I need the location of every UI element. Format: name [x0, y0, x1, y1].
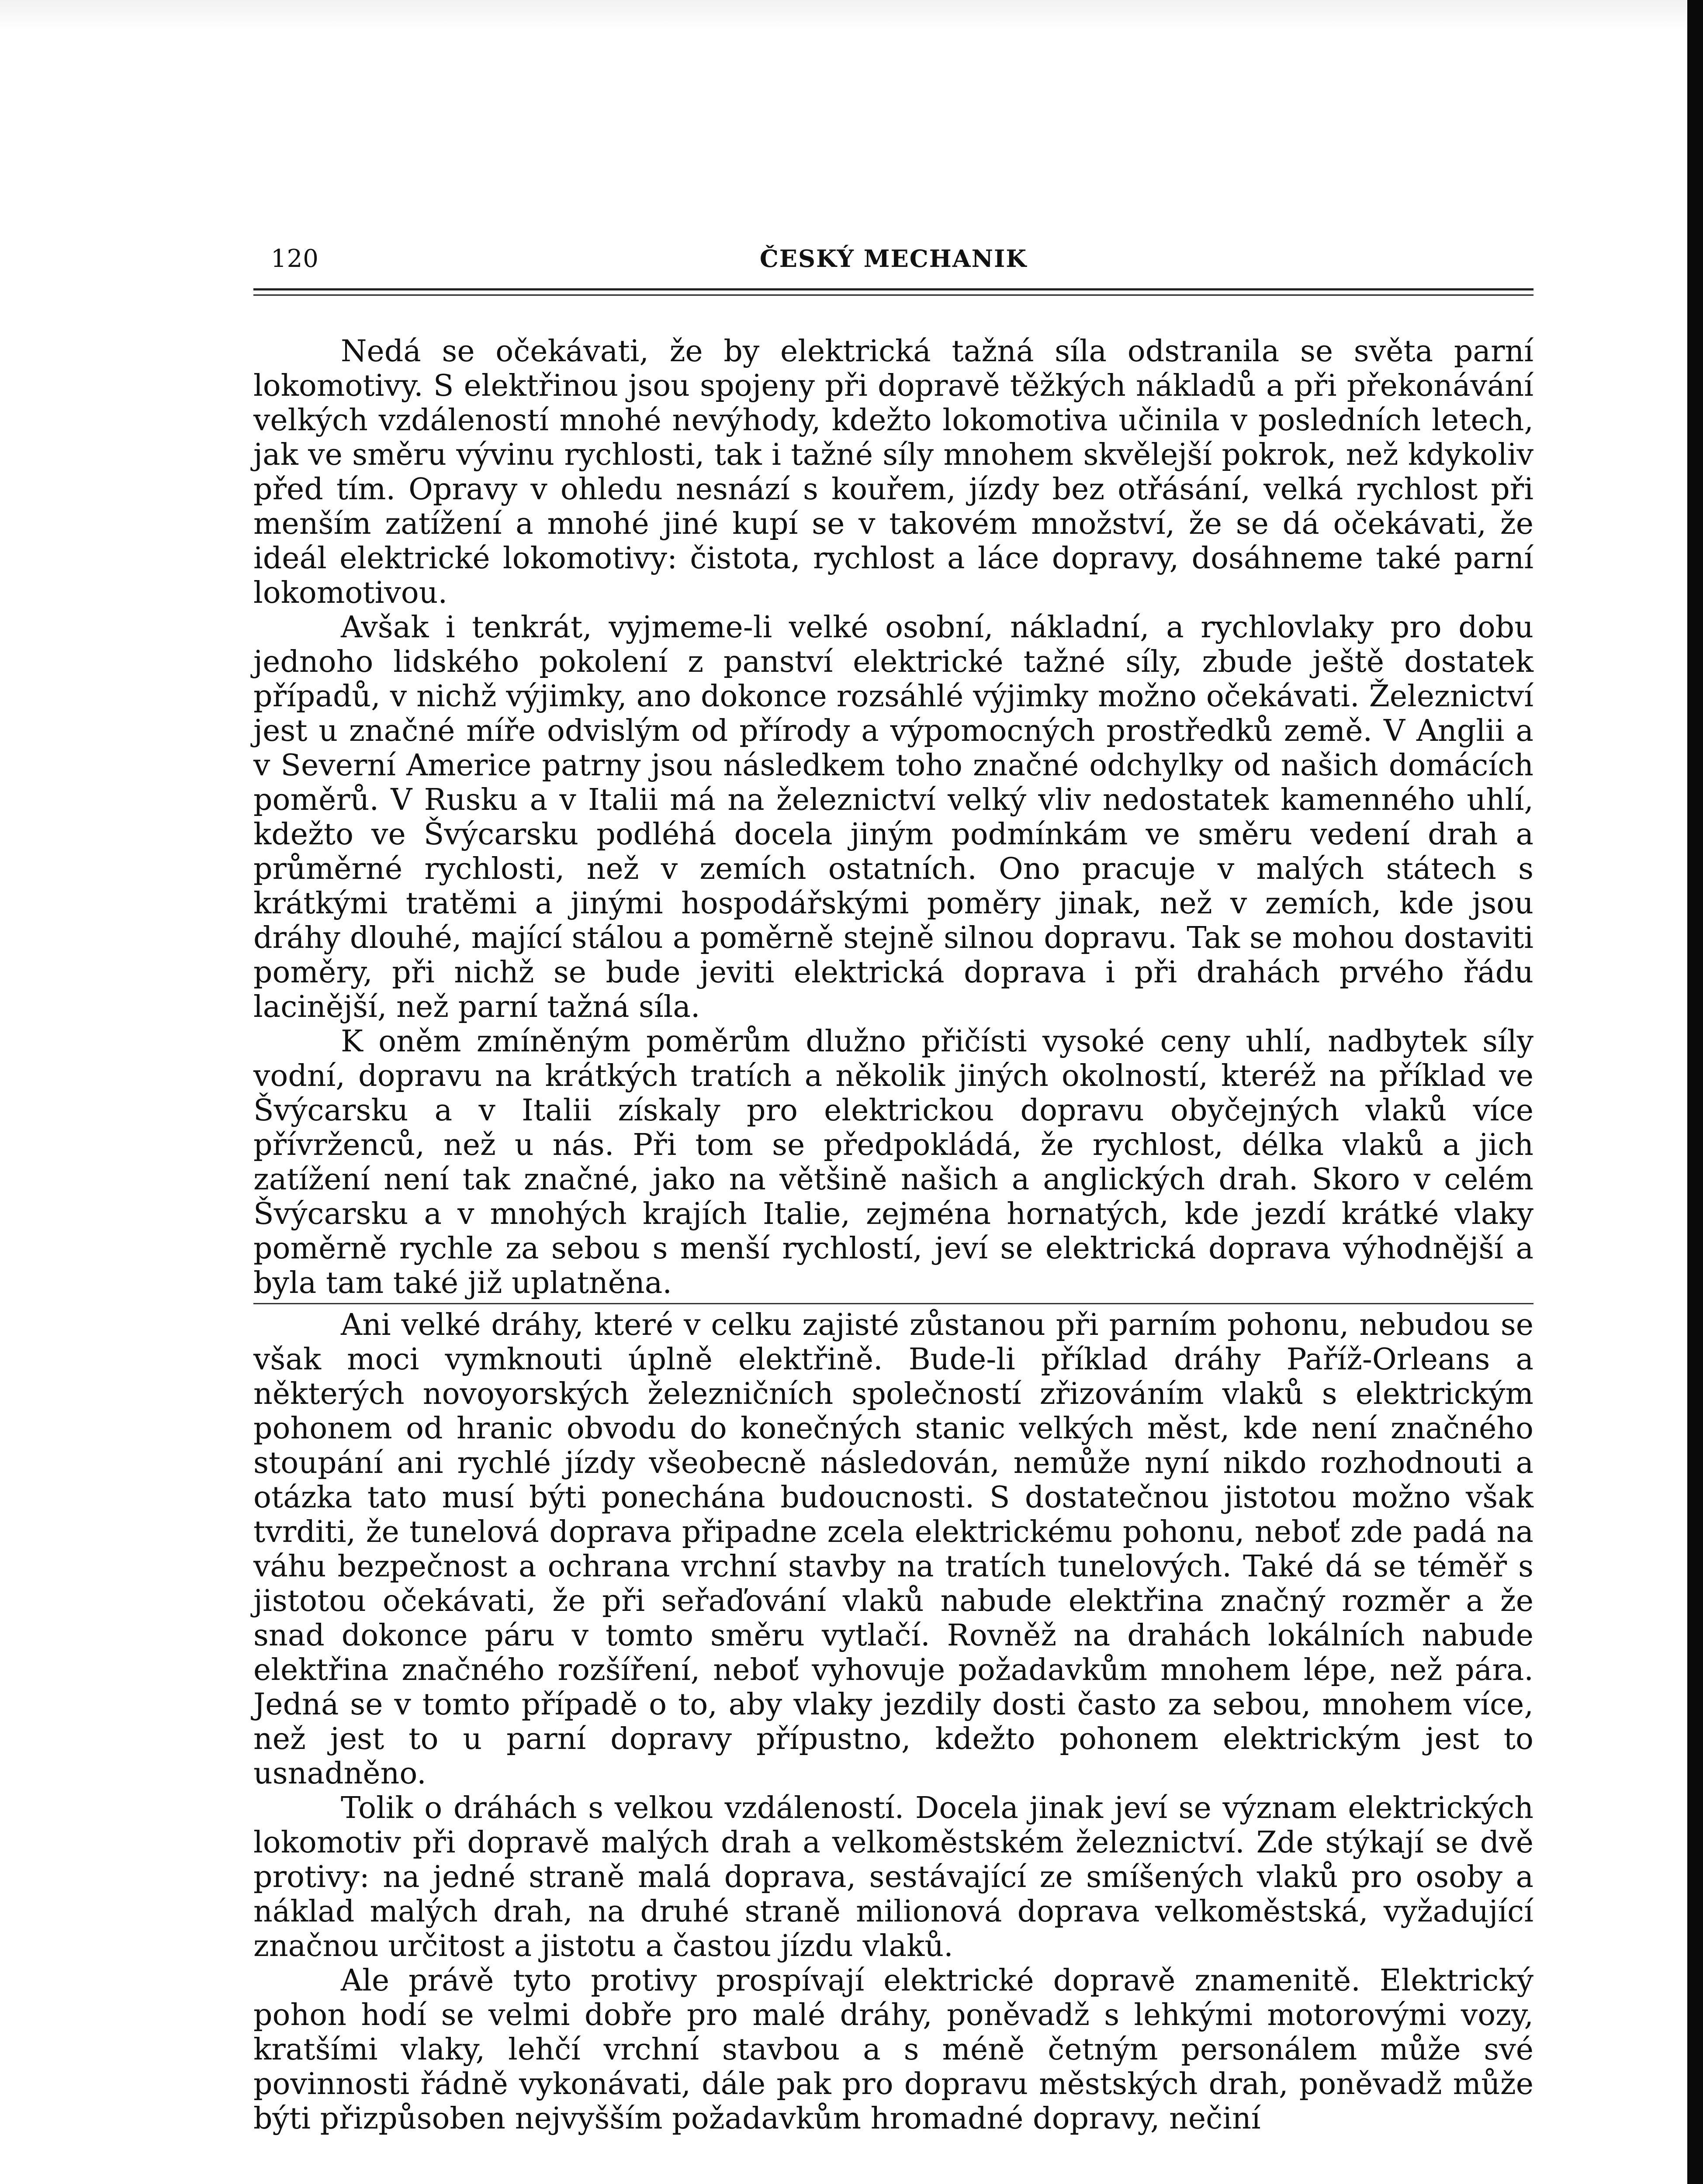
paragraph-4: Ani velké dráhy, které v celku zajisté zůstanou při parním pohonu, nebudou se však moci vymknouti úplně elektřině. Bude-li příklad dráhy Paříž-Orleans a některých novoyorských železničních společností zřizováním vlaků s elektrickým pohonem od hranic obvodu do konečných stanic velkých měst, kde není značného stoupání ani rychlé jízdy všeobecně následován, nemůže nyní nikdo rozhodnouti a otázka tato musí býti ponechána budoucnosti. S dostatečnou jistotou možno však tvrditi, že tunelová doprava připadne zcela elektrickému pohonu, neboť zde padá na váhu bezpečnost a ochrana vrchní stavby na tratích tunelových. Také dá se téměř s jistotou očekávati, že při seřaďování vlaků nabude elektřina značný rozměr a že snad dokonce páru v tomto směru vytlačí. Rovněž na drahách lokálních nabude elektřina značného rozšíření, neboť vyhovuje požadavkům mnohem lépe, než pára. Jedná se v tomto případě o to, aby vlaky jezdily dosti často za sebou, mnohem více, než jest to u parní dopravy přípustno, kdežto pohonem elektrickým jest to usnadněno. — [253, 1308, 1533, 1791]
article-body — [253, 334, 1533, 2136]
paragraph-2: Avšak i tenkrát, vyjmeme-li velké osobní, nákladní, a rychlovlaky pro dobu jednoho lidského pokolení z panství elektrické tažné síly, zbude ještě dostatek případů, v nichž výjimky, ano dokonce rozsáhlé výjimky možno očekávati. Železnictví jest u značné míře odvislým od přírody a výpomocných prostředků země. V Anglii a v Severní Americe patrny jsou následkem toho značné odchylky od našich domácích poměrů. V Rusku a v Italii má na železnictví velký vliv nedostatek kamenného uhlí, kdežto ve Švýcarsku podléhá docela jiným podmínkám ve směru vedení drah a průměrné rychlosti, než v zemích ostatních. Ono pracuje v malých státech s krátkými tratěmi a jinými hospodářskými poměry jinak, než v zemích, kde jsou dráhy dlouhé, mající stálou a poměrně stejně silnou dopravu. Tak se mohou dostaviti poměry, při nichž se bude jeviti elektrická doprava i při drahách prvého řádu lacinější, než parní tažná síla. — [253, 610, 1533, 1024]
header-rule-top — [253, 288, 1533, 290]
header-rule-bottom — [253, 294, 1533, 296]
scan-top-margin — [0, 0, 1686, 31]
paragraph-1: Nedá se očekávati, že by elektrická tažná síla odstranila se světa parní lokomotivy. S elektřinou jsou spojeny při dopravě těžkých nákladů a při překonávání velkých vzdáleností mnohé nevýhody, kdežto lokomotiva učinila v posledních letech, jak ve směru vývinu rychlosti, tak i tažné síly mnohem skvělejší pokrok, než kdykoliv před tím. Opravy v ohledu nesnází s kouřem, jízdy bez otřásání, velká rychlost při menším zatížení a mnohé jiné kupí se v takovém množství, že se dá očekávati, že ideál elektrické lokomotivy: čistota, rychlost a láce dopravy, dosáhneme také parní lokomotivou. — [253, 334, 1533, 610]
page — [253, 245, 1533, 2136]
page-number: 120 — [271, 245, 319, 273]
running-title: ČESKÝ MECHANIK — [759, 245, 1028, 273]
paragraph-6: Ale právě tyto protivy prospívají elektrické dopravě znamenitě. Elektrický pohon hodí se velmi dobře pro malé dráhy, poněvadž s lehkými motorovými vozy, kratšími vlaky, lehčí vrchní stavbou a s méně četným personálem může své povinnosti řádně vykonávati, dále pak pro dopravu městských drah, poněvadž může býti přizpůsoben nejvyšším požadavkům hromadné dopravy, nečiní — [253, 1963, 1533, 2136]
paragraph-3: K oněm zmíněným poměrům dlužno přičísti vysoké ceny uhlí, nadbytek síly vodní, dopravu na krátkých tratích a několik jiných okolností, kteréž na příklad ve Švýcarsku a v Italii získaly pro elektrickou dopravu obyčejných vlaků více přívrženců, než u nás. Při tom se předpokládá, že rychlost, délka vlaků a jich zatížení není tak značné, jako na většině našich a anglických drah. Skoro v celém Švýcarsku a v mnohých krajích Italie, zejména hornatých, kde jezdí krátké vlaky poměrně rychle za sebou s menší rychlostí, jeví se elektrická doprava výhodnější a byla tam také již uplatněna. — [253, 1024, 1533, 1300]
section-divider — [253, 1303, 1533, 1304]
scan-edge-bar — [1687, 0, 1703, 2184]
paragraph-5: Tolik o dráhách s velkou vzdáleností. Docela jinak jeví se význam elektrických lokomotiv při dopravě malých drah a velkoměstském železnictví. Zde stýkají se dvě protivy: na jedné straně malá doprava, sestávající ze smíšených vlaků pro osoby a náklad malých drah, na druhé straně milionová doprava velkoměstská, vyžadující značnou určitost a jistotu a častou jízdu vlaků. — [253, 1791, 1533, 1963]
page-header — [253, 245, 1533, 284]
